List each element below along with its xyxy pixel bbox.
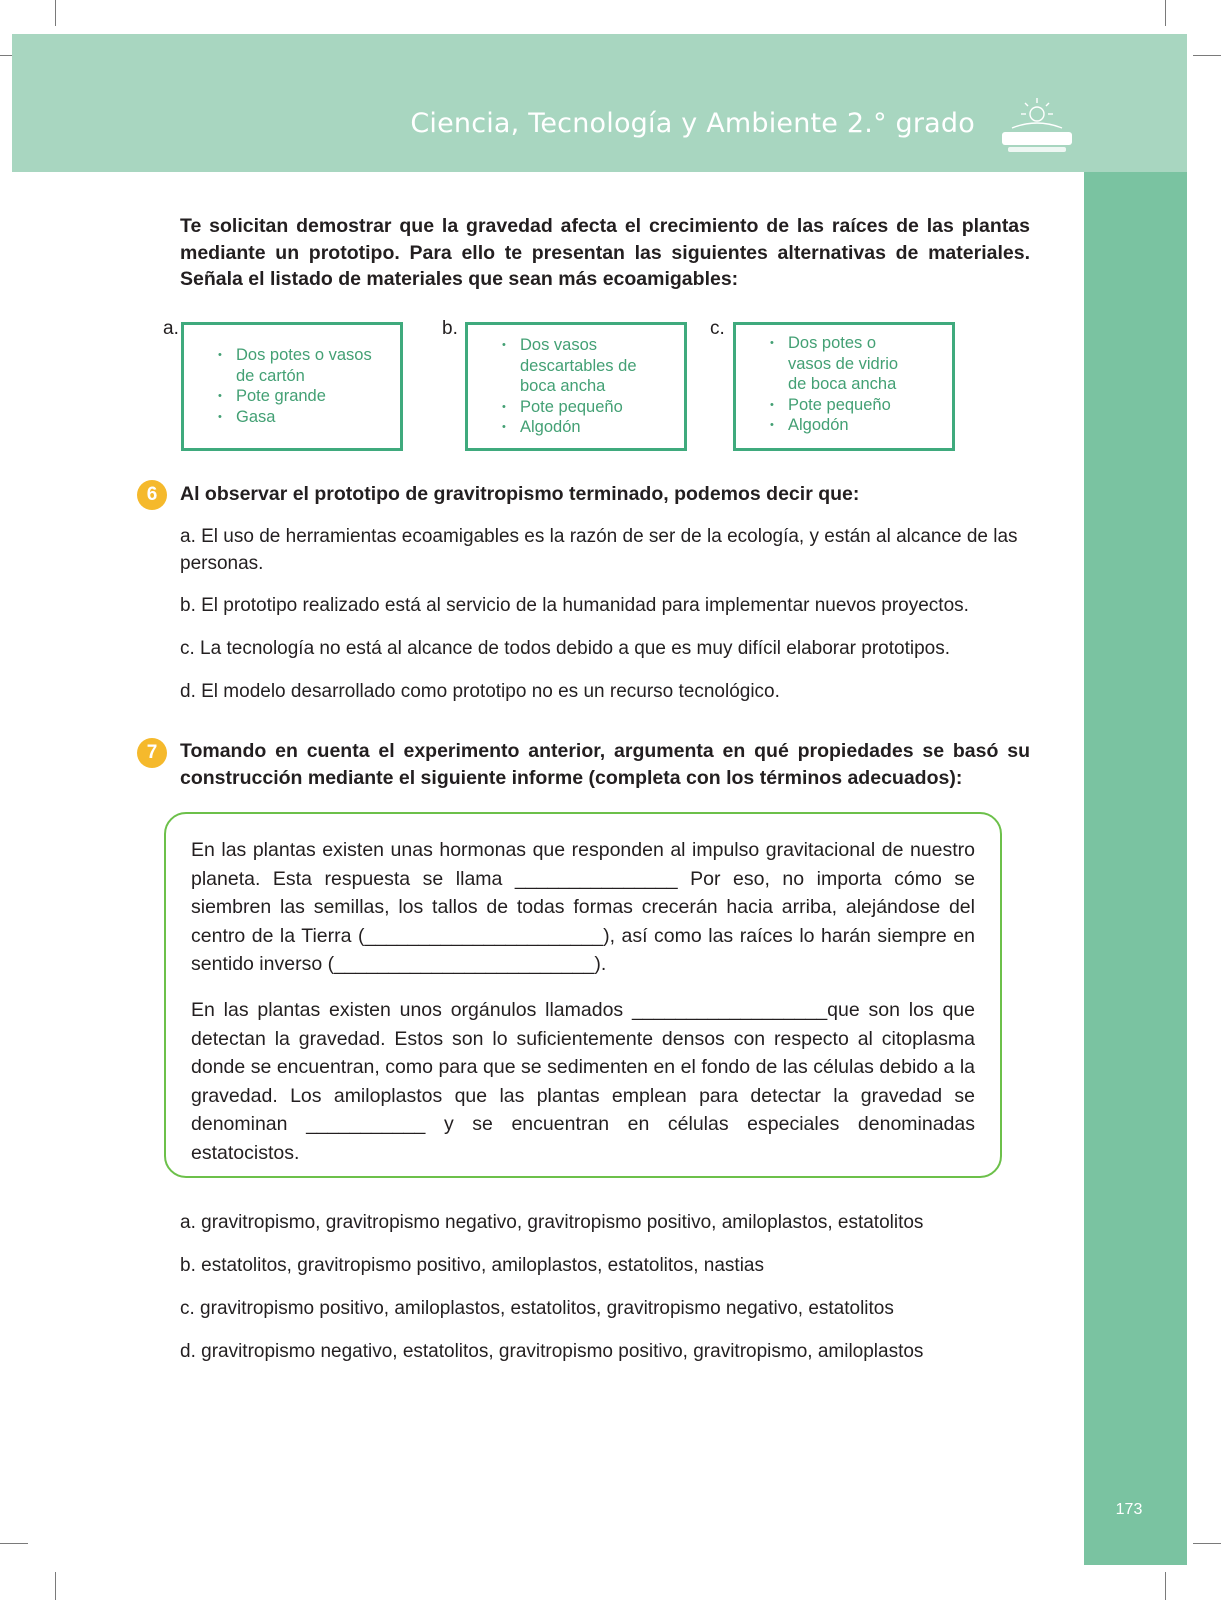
option-letter-a: a. <box>163 318 179 339</box>
crop-mark <box>1193 55 1221 56</box>
material-item: • Pote pequeño <box>770 395 920 416</box>
material-item: • Dos vasos descartables de boca ancha <box>502 335 662 397</box>
crop-mark <box>1165 0 1166 26</box>
question-6-option-a: a. El uso de herramientas ecoamigables es la razón de ser de la ecología, y están al alcance de las personas. <box>180 526 1018 574</box>
report-paragraph-2: En las plantas existen unos orgánulos llamados __________________que son los que detectan la gravedad. Estos son lo suficientemente densos con respecto al citoplasma donde se encuentran, como para que se sedimenten en el fondo de las células debido a la gravedad. Los amiloplastos que las plantas emplean para detectar la gravedad se denominan ___________ y se encuentran en células especiales denominadas estatocistos. <box>191 999 975 1164</box>
material-item: • Dos potes o vasos de vidrio de boca ancha <box>770 333 920 395</box>
question-6-option-c: c. La tecnología no está al alcance de todos debido a que es muy difícil elaborar prototipos. <box>180 638 950 659</box>
question-7-option-d: d. gravitropismo negativo, estatolitos, gravitropismo positivo, gravitropismo, amiloplastos <box>180 1341 924 1362</box>
logo-icon <box>998 96 1076 156</box>
crop-mark <box>55 0 56 26</box>
question-7-option-b: b. estatolitos, gravitropismo positivo, amiloplastos, estatolitos, nastias <box>180 1255 764 1276</box>
option-letter-b: b. <box>442 318 458 339</box>
material-item: • Dos potes o vasos de cartón <box>218 345 388 386</box>
material-item: • Algodón <box>770 415 920 436</box>
report-paragraph-1: En las plantas existen unas hormonas que responden al impulso gravitacional de nuestro planeta. Esta respuesta se llama _______________ Por eso, no importa cómo se siembren las semillas, los tallos de todas formas crecerán hacia arriba, alejándose del centro de la Tierra (______________________), así como las raíces lo harán siempre en sentido inverso (________________________). <box>191 839 975 975</box>
materials-box-a <box>181 322 403 451</box>
material-item: • Gasa <box>218 407 388 428</box>
question-6-option-b: b. El prototipo realizado está al servicio de la humanidad para implementar nuevos proyectos. <box>180 595 969 616</box>
option-letter-c: c. <box>710 318 725 339</box>
material-item: • Algodón <box>502 417 662 438</box>
question-6-text: Al observar el prototipo de gravitropismo terminado, podemos decir que: <box>180 483 860 505</box>
question-6-option-d: d. El modelo desarrollado como prototipo no es un recurso tecnológico. <box>180 681 780 702</box>
page-number: 173 <box>1115 1501 1143 1518</box>
page-title: Ciencia, Tecnología y Ambiente 2.° grado <box>410 108 975 139</box>
materials-box-b <box>465 322 687 451</box>
question-number-badge: 6 <box>137 480 167 510</box>
material-item: • Pote grande <box>218 386 388 407</box>
crop-mark <box>0 1543 28 1544</box>
question-7-option-a: a. gravitropismo, gravitropismo negativo, gravitropismo positivo, amiloplastos, estatolitos <box>180 1212 924 1233</box>
material-item: • Pote pequeño <box>502 397 662 418</box>
side-band <box>1084 172 1187 1565</box>
crop-mark <box>55 1572 56 1600</box>
question-7-option-c: c. gravitropismo positivo, amiloplastos, estatolitos, gravitropismo negativo, estatolitos <box>180 1298 894 1319</box>
question-7-text: Tomando en cuenta el experimento anterior, argumenta en qué propiedades se basó su construcción mediante el siguiente informe (completa con los términos adecuados): <box>180 740 1030 789</box>
crop-mark <box>1165 1572 1166 1600</box>
question-number-badge: 7 <box>137 738 167 768</box>
crop-mark <box>1193 1543 1221 1544</box>
intro-text: Te solicitan demostrar que la gravedad afecta el crecimiento de las raíces de las plantas mediante un prototipo. Para ello te presentan las siguientes alternativas de materiales. Señala el listado de materiales que sean más ecoamigables: <box>180 215 1030 290</box>
materials-box-c <box>733 322 955 451</box>
